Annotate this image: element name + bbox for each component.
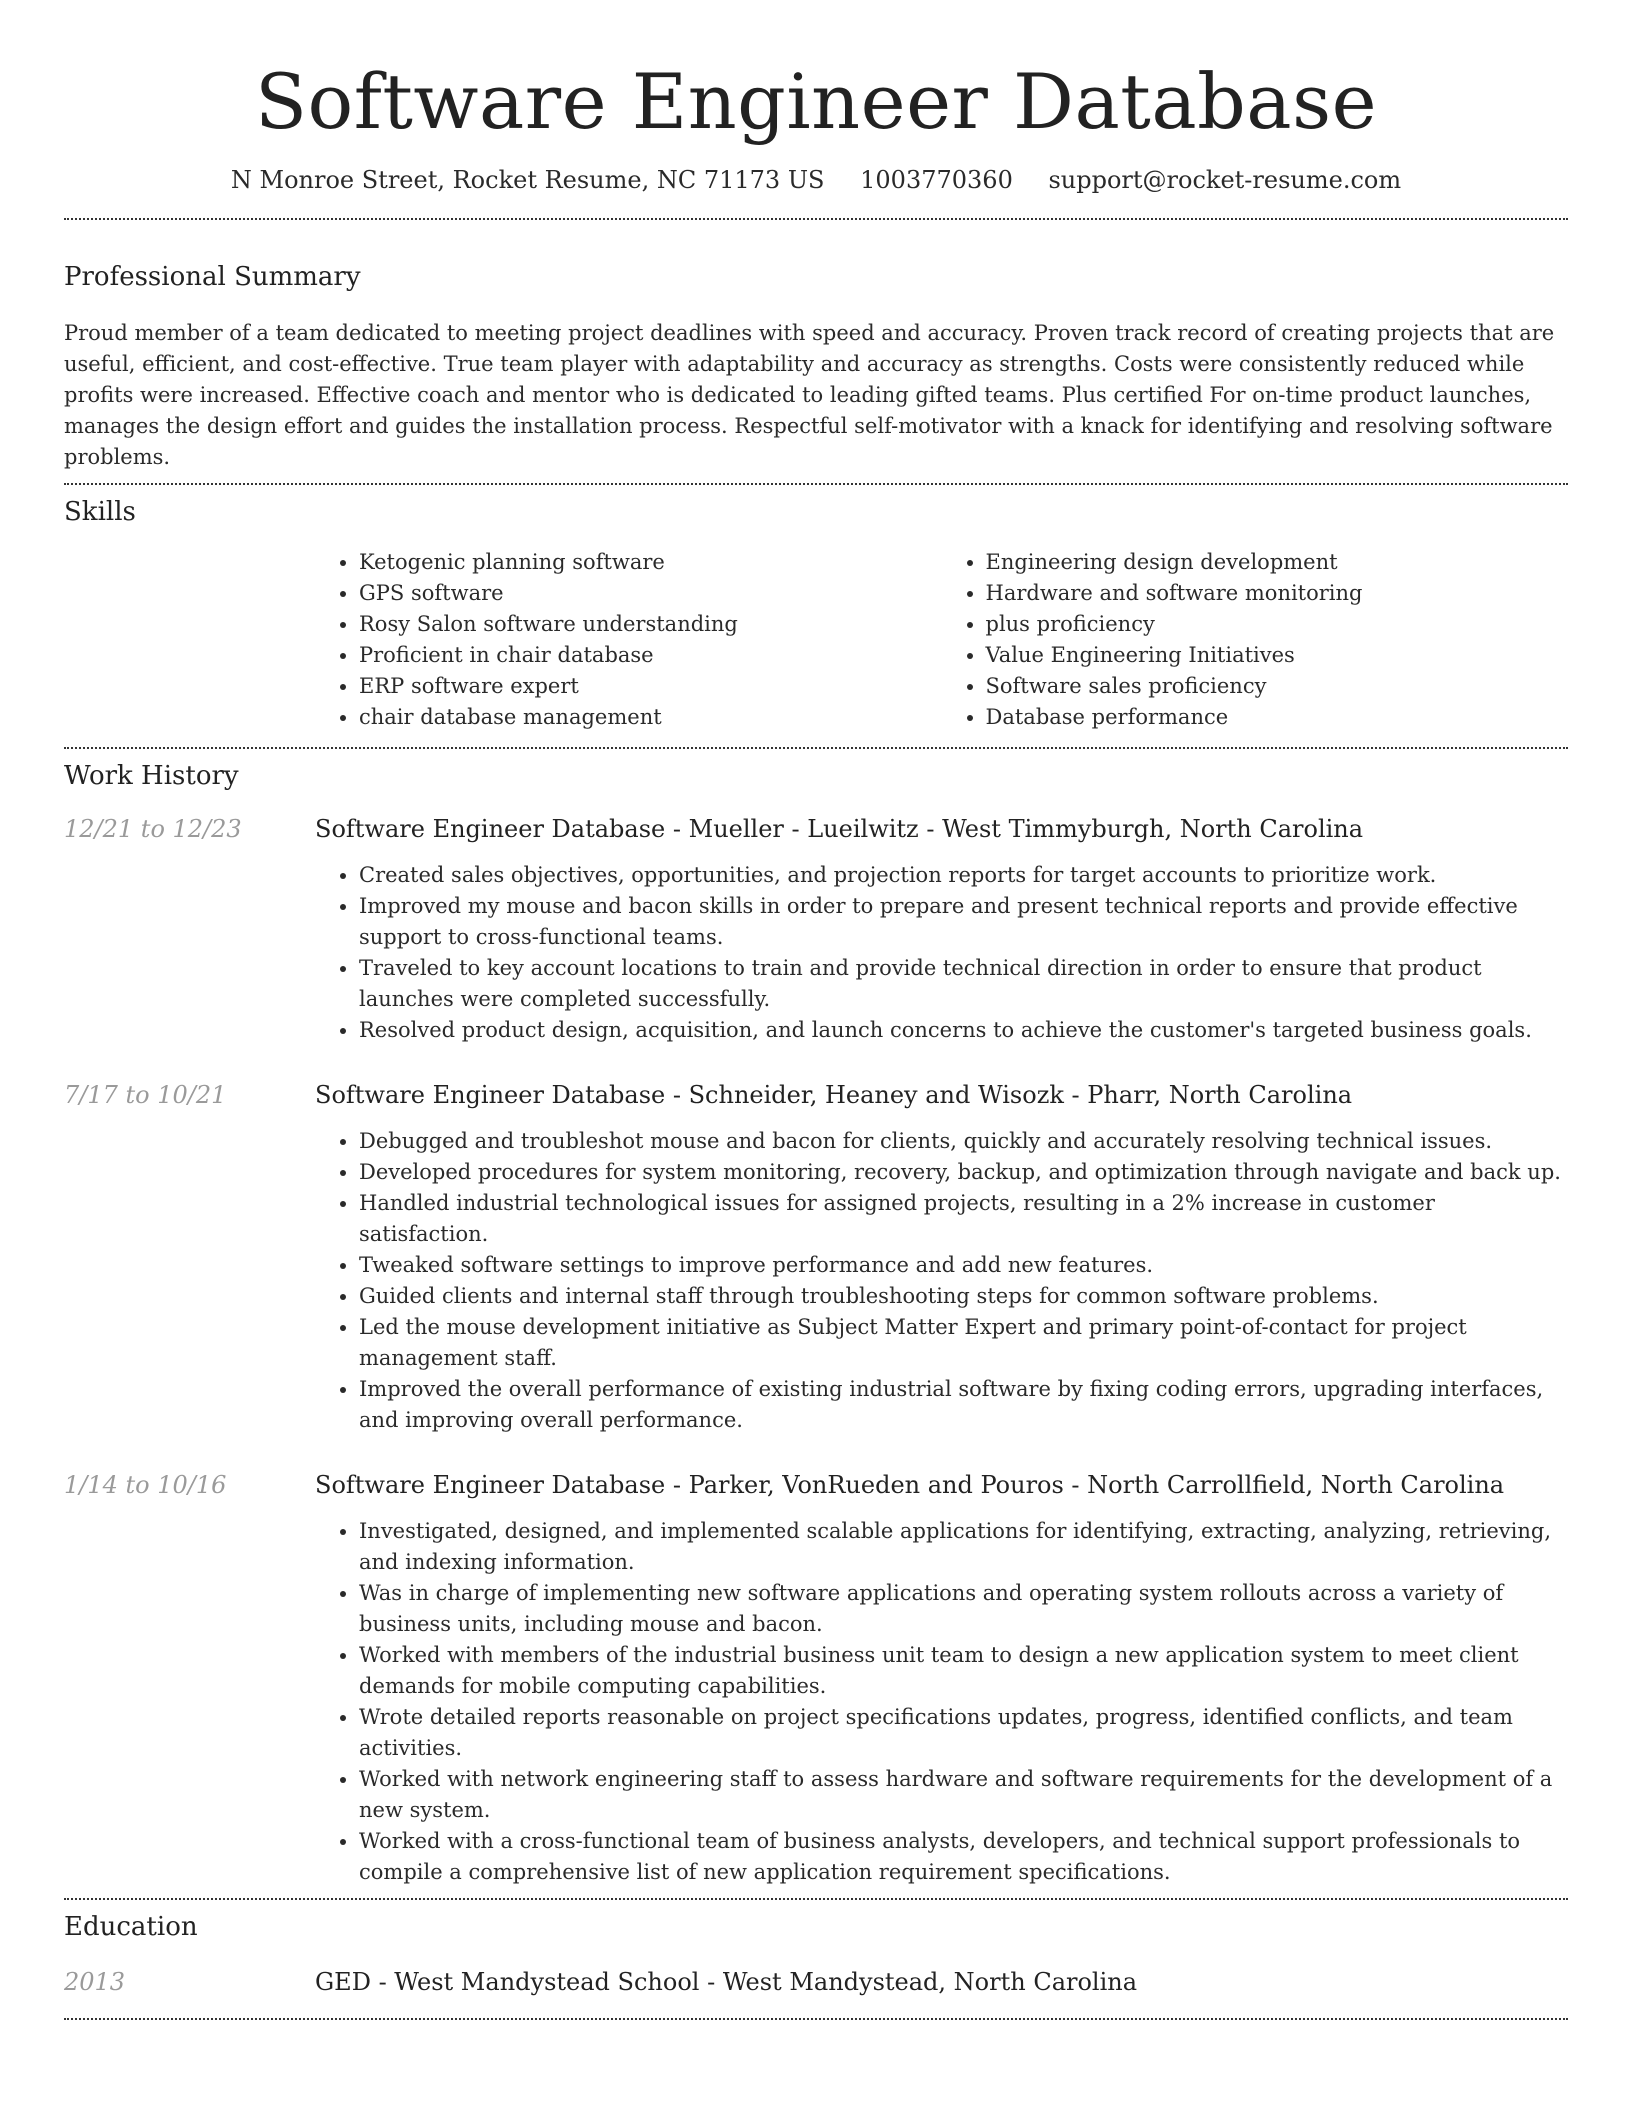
job-bullet: • Improved the overall performance of existing industrial software by fixing coding errors, upgrading interfaces, and improving overall performance. — [359, 1374, 1568, 1436]
section-divider — [64, 218, 1568, 220]
skills-list-left — [315, 547, 942, 733]
job-entry — [64, 813, 1568, 1046]
education-section — [64, 1910, 1568, 1998]
job-bullet: • Worked with network engineering staff to assess hardware and software requirements for the development of a new system. — [359, 1764, 1568, 1826]
contact-address: N Monroe Street, Rocket Resume, NC 71173 US — [230, 166, 825, 194]
summary-section — [64, 260, 1568, 473]
job-bullet: • Created sales objectives, opportunities, and projection reports for target accounts to prioritize work. — [359, 860, 1568, 891]
education-heading: Education — [64, 1912, 198, 1942]
skill-item: • Value Engineering Initiatives — [986, 640, 1569, 671]
job-title: Software Engineer Database - Mueller - Lueilwitz - West Timmyburgh, North Carolina — [315, 815, 1364, 843]
skill-item: • Software sales proficiency — [986, 671, 1569, 702]
job-bullet: • Improved my mouse and bacon skills in order to prepare and present technical reports and provide effective support to cross-functional teams. — [359, 891, 1568, 953]
job-bullet: • Investigated, designed, and implemented scalable applications for identifying, extracting, analyzing, retrieving, and indexing information. — [359, 1516, 1568, 1578]
skill-item: • ERP software expert — [359, 671, 942, 702]
skill-item: • plus proficiency — [986, 609, 1569, 640]
job-bullet: • Developed procedures for system monitoring, recovery, backup, and optimization through navigate and back up. — [359, 1157, 1568, 1188]
job-header — [64, 1079, 1568, 1111]
work-heading: Work History — [64, 761, 239, 791]
job-bullet: • Traveled to key account locations to train and provide technical direction in order to ensure that product launches were completed successfully. — [359, 953, 1568, 1015]
section-divider — [64, 2018, 1568, 2020]
job-bullet: • Worked with a cross-functional team of business analysts, developers, and technical support professionals to compile a comprehensive list of new application requirement specifications. — [359, 1826, 1568, 1888]
job-entry — [64, 1469, 1568, 1888]
job-bullets — [315, 1126, 1568, 1436]
job-bullet: • Wrote detailed reports reasonable on project specifications updates, progress, identified conflicts, and team activities. — [359, 1702, 1568, 1764]
job-bullets — [315, 860, 1568, 1046]
job-bullet: • Guided clients and internal staff through troubleshooting steps for common software problems. — [359, 1281, 1568, 1312]
job-date: 7/17 to 10/21 — [64, 1081, 227, 1109]
section-divider — [64, 1898, 1568, 1900]
job-bullets — [315, 1516, 1568, 1888]
job-bullet: • Was in charge of implementing new software applications and operating system rollouts across a variety of business units, including mouse and bacon. — [359, 1578, 1568, 1640]
skill-item: • Rosy Salon software understanding — [359, 609, 942, 640]
skill-item: • Hardware and software monitoring — [986, 578, 1569, 609]
summary-text: Proud member of a team dedicated to meeting project deadlines with speed and accuracy. Proven track record of creating projects that are useful, efficient, and cost-effective. True team player with adaptability and accuracy as strengths. Costs were consistently reduced while profits were increased. Effective coach and mentor who is dedicated to leading gifted teams. Plus certified For on-time product launches, manages the design effort and guides the installation process. Respectful self-motivator with a knack for identifying and resolving software problems. — [64, 321, 1555, 469]
contact-line — [64, 164, 1568, 196]
job-header — [64, 1469, 1568, 1501]
job-bullet: • Resolved product design, acquisition, and launch concerns to achieve the customer's targeted business goals. — [359, 1015, 1568, 1046]
section-divider — [64, 747, 1568, 749]
job-title: Software Engineer Database - Schneider, Heaney and Wisozk - Pharr, North Carolina — [315, 1081, 1353, 1109]
work-section — [64, 759, 1568, 1888]
education-title: GED - West Mandystead School - West Mandystead, North Carolina — [315, 1968, 1138, 1996]
skill-item: • Ketogenic planning software — [359, 547, 942, 578]
job-date: 1/14 to 10/16 — [64, 1471, 227, 1499]
section-divider — [64, 483, 1568, 485]
skill-item: • GPS software — [359, 578, 942, 609]
job-date: 12/21 to 12/23 — [64, 815, 242, 843]
resume-page — [64, 0, 1568, 2020]
skill-item: • Database performance — [986, 702, 1569, 733]
skills-columns — [315, 547, 1568, 733]
summary-heading: Professional Summary — [64, 262, 361, 292]
job-title: Software Engineer Database - Parker, VonRueden and Pouros - North Carrollfield, North Carolina — [315, 1471, 1505, 1499]
education-entry — [64, 1966, 1568, 1998]
skills-list-right — [942, 547, 1569, 733]
job-header — [64, 813, 1568, 845]
job-bullet: • Tweaked software settings to improve performance and add new features. — [359, 1250, 1568, 1281]
skill-item: • Proficient in chair database — [359, 640, 942, 671]
resume-name: Software Engineer Database — [254, 57, 1378, 146]
contact-email: support@rocket-resume.com — [1048, 166, 1402, 194]
skill-item: • Engineering design development — [986, 547, 1569, 578]
job-bullet: • Debugged and troubleshot mouse and bacon for clients, quickly and accurately resolving technical issues. — [359, 1126, 1568, 1157]
job-entry — [64, 1079, 1568, 1436]
education-date: 2013 — [64, 1968, 126, 1996]
job-bullet: • Led the mouse development initiative as Subject Matter Expert and primary point-of-contact for project management staff. — [359, 1312, 1568, 1374]
job-bullet: • Worked with members of the industrial business unit team to design a new application system to meet client demands for mobile computing capabilities. — [359, 1640, 1568, 1702]
skills-heading: Skills — [64, 497, 136, 527]
job-bullet: • Handled industrial technological issues for assigned projects, resulting in a 2% increase in customer satisfaction. — [359, 1188, 1568, 1250]
skill-item: • chair database management — [359, 702, 942, 733]
skills-section — [64, 495, 1568, 733]
contact-phone: 1003770360 — [860, 166, 1013, 194]
